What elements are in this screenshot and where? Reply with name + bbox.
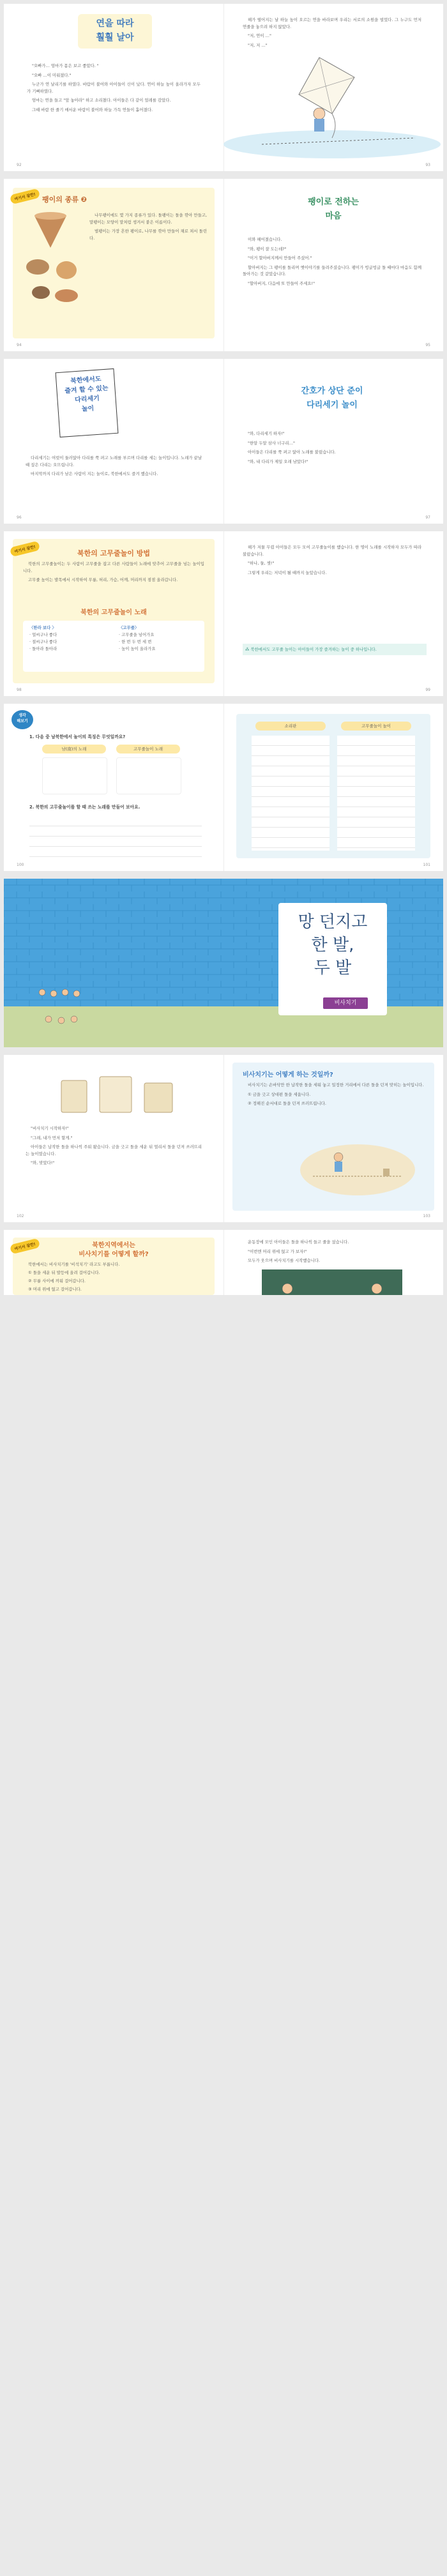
spread-2 xyxy=(4,179,443,351)
answer-lines xyxy=(252,736,330,851)
paragraph: 북한에서는 비사치기를 '비석치기' 라고도 부릅니다. xyxy=(28,1262,120,1267)
question-1: 1. 다음 중 남북한에서 놀이의 특징은 무엇일까요? xyxy=(29,734,126,739)
paragraph: "와, 맞았다!" xyxy=(31,1160,55,1165)
page-left xyxy=(4,359,224,524)
classroom-illustration xyxy=(224,1269,443,1295)
paragraph: 누군가 연 날리기를 하였다. 바람이 불어와 아이들이 신이 났다. 연이 하늘 높이 올라가자 모두가 기뻐하였다. xyxy=(27,82,201,94)
answer-lines xyxy=(337,736,415,851)
paragraph: ① 돌을 세운 뒤 발등에 올려 걸어갑니다. xyxy=(28,1270,100,1275)
paragraph: 벌팽이는 가장 흔한 팽이로, 나무를 깎아 만들어 채로 쳐서 돌린다. xyxy=(89,229,207,241)
paragraph: "한알 두알 삼사 너구리…" xyxy=(248,440,295,446)
box-text xyxy=(89,212,207,244)
game-diagram xyxy=(294,1132,421,1202)
paragraph: "저, 저 …" xyxy=(248,42,268,48)
spread-3 xyxy=(4,359,443,524)
page-left xyxy=(4,704,224,871)
paragraph: 모두가 웃으며 비사치기를 시작했습니다. xyxy=(248,1258,321,1263)
page-left xyxy=(4,179,224,351)
note-tag: 여기서 잠깐! xyxy=(10,541,40,557)
paragraph: ① 금을 긋고 상대편 돌을 세웁니다. xyxy=(248,1091,311,1097)
page-number: 103 xyxy=(423,1214,430,1218)
paragraph: "이번엔 머리 위에 얹고 가 보자!" xyxy=(248,1248,307,1254)
box-text xyxy=(23,1262,204,1295)
page-left xyxy=(4,1055,224,1222)
spinning-top-icons xyxy=(22,209,86,305)
paragraph: 해가 떨어지는 날 하늘 높이 오르는 연을 바라보며 우리는 서로의 소원을 빌었다. 그 누구도 먼저 연줄을 놓으려 하지 않았다. xyxy=(243,17,421,29)
song-head: 〈고무줄〉 xyxy=(119,625,139,630)
song-head: 〈한라 보다 〉 xyxy=(29,625,56,630)
paragraph: ③ 머리 위에 얹고 걸어갑니다. xyxy=(28,1287,82,1292)
note-tag: 여기서 잠깐! xyxy=(10,1238,40,1255)
page-number: 100 xyxy=(17,863,24,867)
column-head: 남(南)의 노래 xyxy=(42,745,106,754)
page-left xyxy=(4,4,224,171)
page-number: 98 xyxy=(17,688,22,692)
paragraph: "오빠 …이 미워졌다." xyxy=(32,72,72,78)
paragraph: 할아버지는 그 팽이를 돌리며 옛이야기를 들려주셨습니다. 팽이가 빙글빙글 돌 때마다 마음도 함께 돌아가는 것 같았습니다. xyxy=(243,264,421,277)
paragraph: "저, 연이 …" xyxy=(248,33,271,38)
paragraph: 북한의 고무줄놀이는 두 사람이 고무줄을 잡고 다른 사람들이 노래에 맞추어 고무줄을 넘는 놀이입니다. xyxy=(23,561,204,573)
story-text xyxy=(26,1125,202,1169)
paragraph: "그래, 내가 먼저 할게." xyxy=(31,1135,73,1140)
story-title: 간호가 상단 준이 다리세기 놀이 xyxy=(301,386,363,410)
page-right xyxy=(224,704,443,871)
page-number: 96 xyxy=(17,515,22,520)
chapter-title: 망 던지고 한 발, 두 발 xyxy=(298,913,368,978)
paragraph: 아이들은 다리를 쭉 펴고 앉아 노래를 불렀습니다. xyxy=(248,450,336,455)
box-title: 북한의 고무줄놀이 방법 xyxy=(77,549,150,557)
song-line: · 고무줄을 넘어가요 xyxy=(119,632,155,637)
page-number: 95 xyxy=(425,343,430,347)
paragraph: "하나, 둘, 셋!" xyxy=(248,561,275,566)
page-number: 97 xyxy=(425,515,430,520)
paragraph: "이거 할아버지께서 만들어 주셨어." xyxy=(248,255,312,261)
paragraph: 나무팽이에도 몇 가지 종류가 있다. 돌팽이는 돌을 깎아 만들고, 말팽이는 모양이 말처럼 생겨서 붙은 이름이다. xyxy=(89,213,207,225)
paragraph: 그렇게 우리는 저녁이 될 때까지 놀았습니다. xyxy=(248,570,327,575)
paragraph: "비사치기 시작하자!" xyxy=(31,1126,69,1131)
paragraph: "와, 내 다리가 제일 오래 남았다!" xyxy=(248,458,308,464)
page-right xyxy=(224,179,443,351)
page-left xyxy=(4,1230,224,1295)
page-right xyxy=(224,359,443,524)
box-text xyxy=(23,561,204,586)
page-number: 94 xyxy=(17,343,22,347)
song-right xyxy=(119,625,202,653)
paragraph: 엄마는 연을 들고 "앞 놓아라" 하고 소리쳤다. 아이들은 다 같이 얼레를 감았다. xyxy=(32,98,171,103)
story-text xyxy=(27,63,201,116)
song-left xyxy=(29,625,112,653)
page-number: 99 xyxy=(425,688,430,692)
paragraph: 해가 저물 무렵 아이들은 모두 모여 고무줄놀이를 했습니다. 한 명이 노래를 시작하자 모두가 따라 불렀습니다. xyxy=(243,545,421,557)
paragraph: "오빠가… 엄마가 몸은 보고 좋았다. " xyxy=(32,63,99,68)
page-right xyxy=(224,1055,443,1222)
answer-lines xyxy=(29,816,202,857)
stone-illustration xyxy=(55,1068,183,1119)
page-left xyxy=(4,531,224,696)
paragraph: 비사치기는 손바닥만 한 납작한 돌을 세워 놓고 일정한 거리에서 다른 돌을 던져 맞히는 놀이입니다. xyxy=(248,1082,424,1087)
song-title: 북한의 고무줄놀이 노래 xyxy=(80,609,147,616)
spread-8 xyxy=(4,1230,443,1295)
song-line: · 한 번 두 번 세 번 xyxy=(119,639,152,644)
paragraph: 이와 헤어졌습니다. xyxy=(248,237,282,242)
spread-7 xyxy=(4,1055,443,1222)
paragraph: 운동장에 모인 아이들은 돌을 하나씩 들고 줄을 섰습니다. xyxy=(248,1239,349,1245)
story-text xyxy=(26,455,202,480)
spread-1 xyxy=(4,4,443,171)
box-text xyxy=(243,1082,424,1110)
page-number: 93 xyxy=(425,163,430,167)
note-title: 북한에서도 즐겨 할 수 있는 다리세기 놀이 xyxy=(64,375,109,413)
page-right xyxy=(224,531,443,696)
paragraph: ② 정해진 순서대로 돌을 던져 쓰러뜨립니다. xyxy=(248,1101,326,1106)
song-line: · 절씨구나 좋다 xyxy=(29,639,57,644)
think-badge: 생각 해보기 xyxy=(11,710,33,729)
tab: 고무줄놀이 놀이 xyxy=(341,722,411,731)
box-title: 팽이의 종류 ❷ xyxy=(42,195,87,204)
tab: 소리판 xyxy=(255,722,326,731)
story-text xyxy=(243,430,421,467)
paragraph: ② 무릎 사이에 끼워 걸어갑니다. xyxy=(28,1278,86,1284)
paragraph: 아이들은 납작한 돌을 하나씩 주워 왔습니다. 금을 긋고 돌을 세운 뒤 멀리서 돌을 던져 쓰러뜨리는 놀이였습니다. xyxy=(26,1144,202,1156)
paragraph: "와, 팽이 잘 도는데?" xyxy=(248,246,287,252)
story-text xyxy=(243,236,421,289)
answer-box xyxy=(42,757,107,794)
paragraph: "할아버지, 다음에 또 만들어 주세요!" xyxy=(248,280,315,286)
paragraph: "와, 다리세기 하자!" xyxy=(248,431,285,436)
page-number: 101 xyxy=(423,863,430,867)
chapter-subtitle: 비사치기 xyxy=(323,997,368,1009)
paragraph: 마지막까지 다리가 남은 사람이 지는 놀이로, 북한에서도 즐겨 했습니다. xyxy=(31,471,158,476)
box-title: 북한지역에서는 비사치기를 어떻게 할까? xyxy=(79,1242,149,1258)
paragraph: 다리세기는 여럿이 둘러앉아 다리를 쭉 펴고 노래를 부르며 다리를 세는 놀이입니다. 노래가 끝날 때 짚은 다리는 오므립니다. xyxy=(26,455,202,467)
story-text xyxy=(243,17,421,51)
story-text xyxy=(243,1239,421,1267)
spread-6-chapter-cover xyxy=(4,879,443,1047)
spread-5 xyxy=(4,704,443,871)
column-head: 고무줄놀이 노래 xyxy=(116,745,180,754)
box-title: 비사치기는 어떻게 하는 것일까? xyxy=(243,1072,333,1079)
story-title: 팽이로 전하는 마음 xyxy=(308,197,359,221)
story-text xyxy=(243,544,421,579)
answer-box xyxy=(116,757,181,794)
song-line: · 얼씨구나 좋다 xyxy=(29,632,57,637)
question-2: 2. 북한의 고무줄놀이를 할 때 쓰는 노래를 만들어 보아요. xyxy=(29,805,140,810)
spread-4 xyxy=(4,531,443,696)
note-tag: 여기서 잠깐! xyxy=(10,188,40,205)
song-line: · 돌아라 돌아라 xyxy=(29,646,57,651)
paragraph: 고무줄 높이는 발목에서 시작하여 무릎, 허리, 가슴, 어깨, 머리까지 점점 올라갑니다. xyxy=(28,577,178,582)
page-number: 92 xyxy=(17,163,22,167)
song-line: · 높이 높이 올라가요 xyxy=(119,646,156,651)
story-title: 연을 따라 훨훨 날아 xyxy=(96,19,134,43)
highlight-note: ⁂ 북한에서도 고무줄 놀이는 아이들이 가장 즐겨하는 놀이 중 하나입니다. xyxy=(243,644,427,655)
paragraph: 그때 바람 한 줄기 매서운 바람이 불어와 하늘 가득 연들이 흩어졌다. xyxy=(32,107,153,112)
page-right xyxy=(224,4,443,171)
page-right xyxy=(224,1230,443,1295)
kite-illustration xyxy=(224,55,443,163)
page-number: 102 xyxy=(17,1214,24,1218)
